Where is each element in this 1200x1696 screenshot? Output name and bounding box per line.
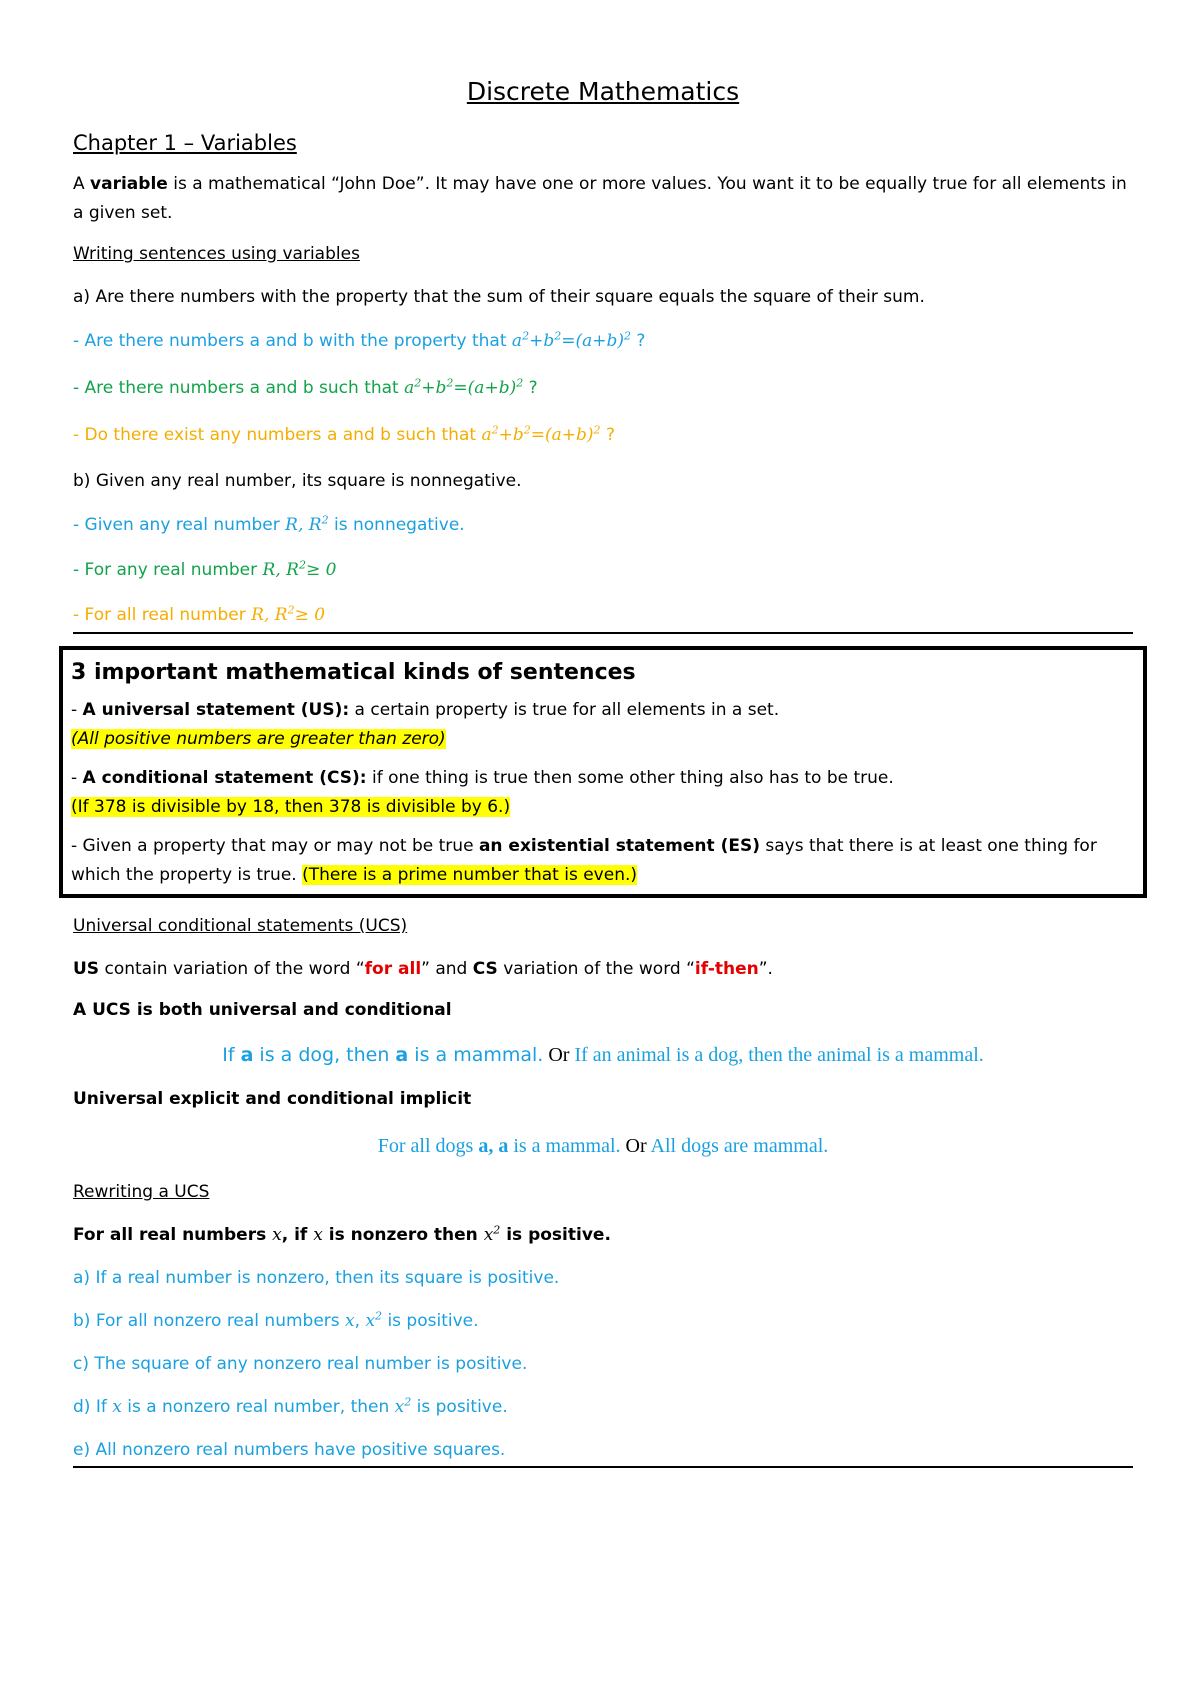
rewrite-d: d) If x is a nonzero real number, then $x^2$ is positive.: [73, 1395, 508, 1417]
question-mark: ?: [605, 425, 615, 445]
cs-example-line: [71, 793, 1133, 822]
question-b: b) Given any real number, its square is nonnegative.: [73, 471, 522, 491]
intro-paragraph: [73, 170, 1133, 228]
rewrite-c: c) The square of any nonzero real number is positive.: [73, 1354, 528, 1374]
existential-statement: [71, 832, 1133, 890]
intro-pre: A: [73, 174, 91, 194]
question-b-rewrite-3: [73, 601, 1133, 634]
es-example: (There is a prime number that is even.): [302, 865, 638, 885]
us-example-line: [71, 725, 1133, 754]
expr-r-squared-2: R, $R^2\ge 0$: [262, 558, 337, 580]
expr-r-squared-1: R, $R^2$: [285, 513, 329, 535]
rewrite-b: b) For all nonzero real numbers x, $x^2$ is positive.: [73, 1309, 479, 1331]
question-a: a) Are there numbers with the property that the sum of their square equals the square of their sum.: [73, 287, 925, 307]
intro-post: is a mathematical “John Doe”. It may have one or more values. You want it to be equally true for all elements in a given set.: [73, 174, 1127, 223]
dogs-mammal-alternative: All dogs are mammal.: [650, 1135, 829, 1157]
ucs-definition: US contain variation of the word “for all” and CS variation of the word “if-then”.: [73, 959, 773, 979]
document-title: Discrete Mathematics: [466, 77, 740, 106]
es-term: an existential statement (ES): [478, 836, 760, 856]
rewrite-statement: For all real numbers x, if x is nonzero then $x^2$ is positive.: [73, 1223, 611, 1245]
equation-2: $a^2+b^2=(a+b)^2$: [404, 376, 524, 398]
universal-statement: - A universal statement (US): a certain property is true for all elements in a set.: [71, 700, 780, 720]
equation-1: $a^2+b^2=(a+b)^2$: [511, 329, 632, 351]
b-rewrite-3-pre: - For all real number: [73, 605, 246, 625]
cs-definition: if one thing is true then some other thing also has to be true.: [366, 768, 894, 788]
ucs-both: A UCS is both universal and conditional: [73, 1000, 452, 1020]
rewrite-a: a) If a real number is nonzero, then its square is positive.: [73, 1268, 560, 1288]
rewrite-3-text: - Do there exist any numbers a and b such that: [73, 425, 477, 445]
question-a-rewrite-2: [73, 374, 1133, 403]
dog-alternative: If an animal is a dog, then the animal is a mammal.: [574, 1044, 984, 1066]
document-page: [73, 70, 1133, 1468]
us-definition: a certain property is true for all elements in a set.: [349, 700, 780, 720]
es-post: says that there is at least one thing for which the property is true.: [71, 836, 1097, 885]
question-b-rewrite-1: [73, 511, 1133, 540]
explicit-example-dog: For all dogs a, a is a mammal. Or All dogs are mammal.: [377, 1135, 829, 1157]
sentence-kinds-box: [59, 646, 1147, 898]
rewrite-e: e) All nonzero real numbers have positive squares.: [73, 1436, 1133, 1468]
intro-term: variable: [90, 174, 168, 194]
question-b-rewrite-2: [73, 556, 1133, 585]
question-mark: ?: [528, 378, 538, 398]
ucs-example-dog: If a is a dog, then a is a mammal. Or If an animal is a dog, then the animal is a mammal.: [222, 1044, 984, 1066]
b-rewrite-1-pre: - Given any real number: [73, 515, 280, 535]
if-then-keyword: if-then: [694, 959, 759, 979]
us-term: A universal statement (US):: [82, 700, 350, 720]
expr-r-squared-3: R, $R^2\ge 0$: [251, 603, 326, 625]
equation-3: $a^2+b^2=(a+b)^2$: [481, 423, 601, 445]
rewrite-2-text: - Are there numbers a and b such that: [73, 378, 399, 398]
question-a-rewrite-3: [73, 421, 1133, 450]
es-pre: - Given a property that may or may not be true: [71, 836, 479, 856]
universal-explicit: Universal explicit and conditional implicit: [73, 1089, 472, 1109]
for-all-keyword: for all: [364, 959, 422, 979]
question-a-rewrite-1: [73, 327, 1133, 356]
us-example: (All positive numbers are greater than zero): [71, 729, 446, 749]
section-heading-writing: Writing sentences using variables: [73, 244, 360, 264]
question-mark: ?: [636, 331, 646, 351]
b-rewrite-2-pre: - For any real number: [73, 560, 258, 580]
cs-term: A conditional statement (CS):: [82, 768, 367, 788]
section-heading-rewriting: Rewriting a UCS: [73, 1182, 210, 1202]
b-rewrite-1-post: is nonnegative.: [334, 515, 465, 535]
chapter-heading: Chapter 1 – Variables: [73, 131, 297, 155]
cs-example: (If 378 is divisible by 18, then 378 is divisible by 6.): [71, 797, 511, 817]
conditional-statement: - A conditional statement (CS): if one thing is true then some other thing also has to be true.: [71, 768, 894, 788]
section-heading-ucs: Universal conditional statements (UCS): [73, 916, 408, 936]
box-title: 3 important mathematical kinds of sentences: [71, 660, 636, 685]
rewrite-1-text: - Are there numbers a and b with the property that: [73, 331, 507, 351]
x-squared: $x^2$: [483, 1223, 501, 1245]
